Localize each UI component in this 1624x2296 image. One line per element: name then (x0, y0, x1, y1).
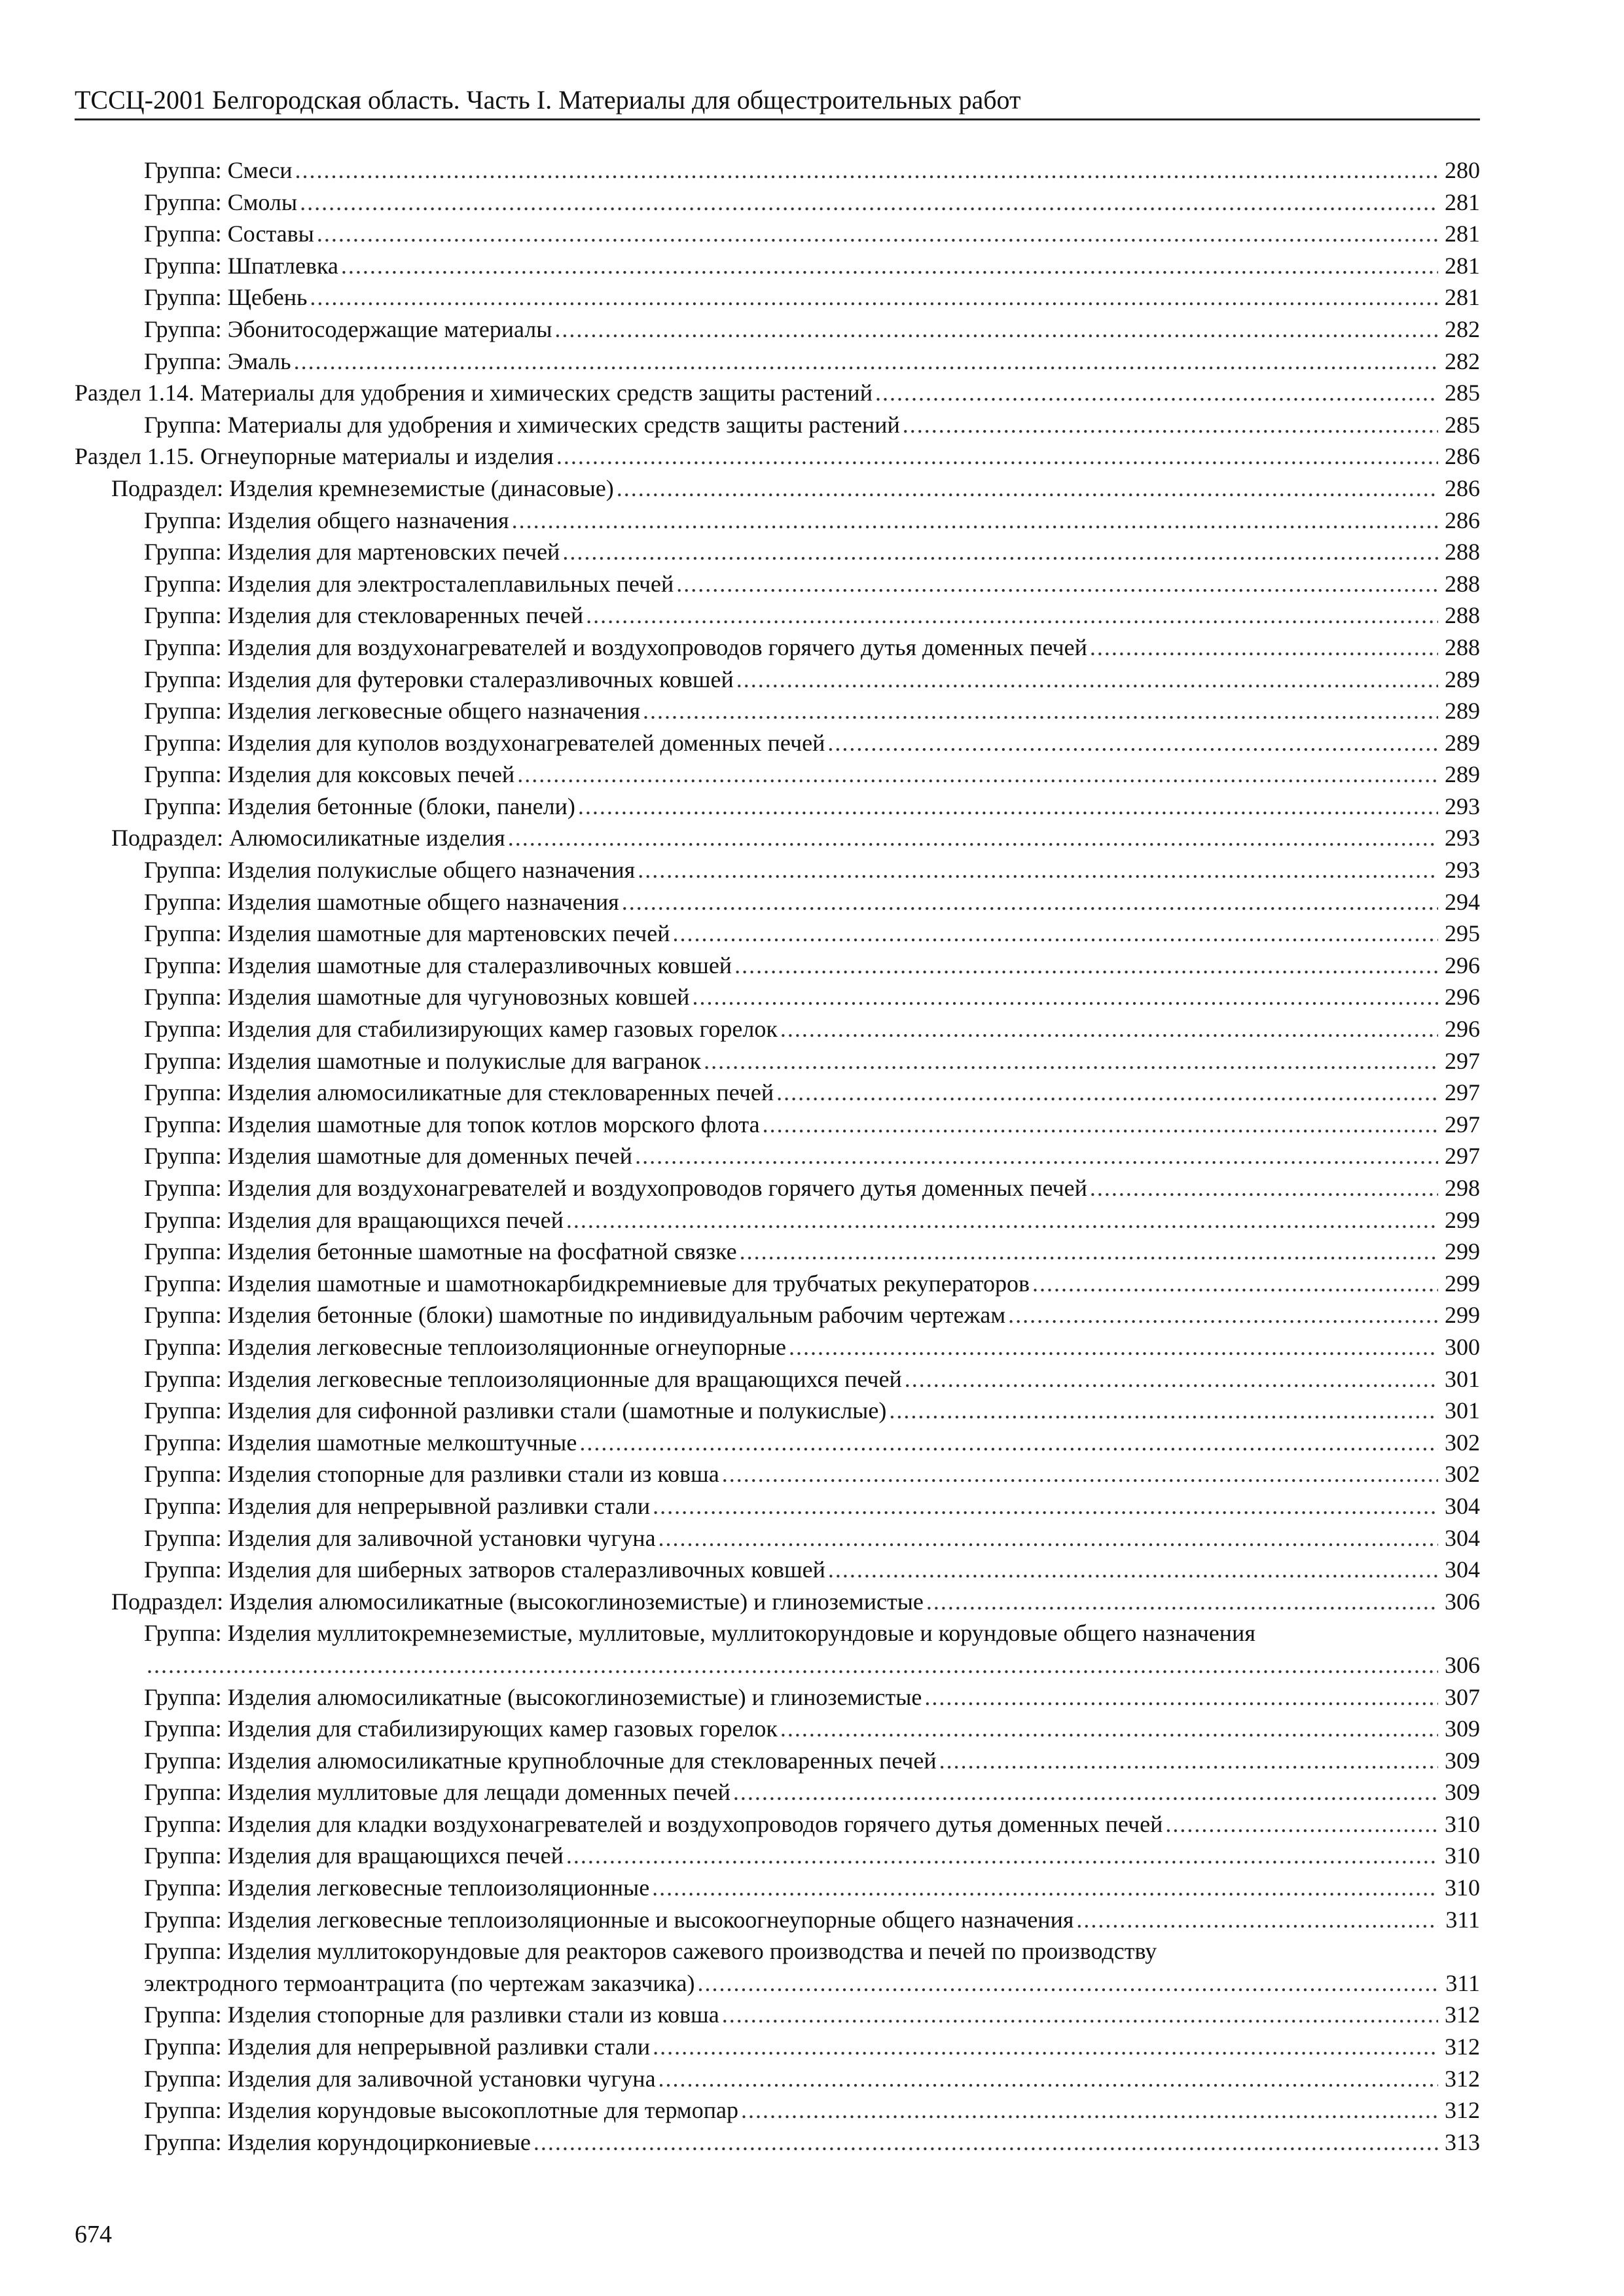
toc-entry-page: 299 (1445, 1206, 1480, 1233)
leader-dots (741, 2094, 1438, 2126)
toc-entry[interactable] (75, 1935, 1480, 1999)
leader-dots (763, 1109, 1438, 1141)
toc-entry[interactable] (75, 1999, 1480, 2031)
toc-entry-title: Группа: Изделия корундовые высокоплотные для термопар (144, 2097, 738, 2124)
toc-entry[interactable] (75, 1236, 1480, 1268)
toc-entry-page: 299 (1445, 1238, 1480, 1265)
toc-entry-title: Группа: Изделия шамотные для топок котлов морского флота (144, 1111, 760, 1138)
leader-dots (578, 791, 1438, 823)
toc-entry-title: Группа: Материалы для удобрения и химических средств защиты растений (144, 411, 900, 438)
toc-entry[interactable] (75, 759, 1480, 791)
toc-entry-page: 281 (1445, 284, 1480, 311)
toc-entry[interactable] (75, 250, 1480, 282)
toc-entry-title: Группа: Изделия для воздухонагревателей и воздухопроводов горячего дутья доменных печей (144, 634, 1087, 660)
toc-entry-title: Группа: Изделия для куполов воздухонагревателей доменных печей (144, 729, 825, 756)
leader-dots (566, 1840, 1438, 1872)
toc-entry-page: 282 (1445, 315, 1480, 342)
leader-dots (1090, 1172, 1438, 1204)
toc-entry[interactable] (75, 281, 1480, 314)
toc-entry[interactable] (75, 314, 1480, 346)
toc-entry-title: Группа: Составы (144, 221, 314, 247)
toc-entry-title: Группа: Изделия для кладки воздухонагревателей и воздухопроводов горячего дутья доменных печей (144, 1810, 1163, 1837)
toc-entry-title: Группа: Изделия шамотные мелкоштучные (144, 1429, 577, 1456)
toc-entry-page: 309 (1445, 1747, 1480, 1774)
leader-dots (722, 1999, 1438, 2031)
toc-entry[interactable] (75, 1395, 1480, 1427)
toc-entry-title: Группа: Изделия для мартеновских печей (144, 539, 560, 565)
toc-entry-page: 299 (1445, 1270, 1480, 1297)
toc-entry-title: Группа: Изделия для вращающихся печей (144, 1206, 564, 1233)
toc-entry-title: Группа: Изделия для сифонной разливки стали (шамотные и полукислые) (144, 1397, 887, 1424)
toc-entry-title: Группа: Изделия для заливочной установки чугуна (144, 2065, 656, 2092)
toc-entry-page: 310 (1445, 1842, 1480, 1869)
toc-entry-page: 311 (1445, 1906, 1480, 1933)
toc-entry[interactable] (75, 1713, 1480, 1745)
toc-entry[interactable] (75, 950, 1480, 982)
leader-dots (924, 1681, 1438, 1713)
leader-dots (579, 1427, 1438, 1459)
toc-entry[interactable] (75, 2094, 1480, 2126)
leader-dots (622, 886, 1438, 918)
toc-entry-title: Группа: Изделия легковесные общего назначения (144, 698, 641, 725)
toc-entry-title: Группа: Изделия шамотные для доменных печей (144, 1143, 633, 1170)
toc-entry-page: 294 (1445, 888, 1480, 915)
toc-entry-page: 296 (1445, 984, 1480, 1011)
leader-dots (659, 1522, 1438, 1554)
leader-dots (556, 440, 1438, 473)
toc-entry-page: 280 (1445, 157, 1480, 183)
toc-entry-title: Группа: Изделия для коксовых печей (144, 761, 515, 788)
toc-entry-page: 312 (1445, 2001, 1480, 2028)
leader-dots (659, 2063, 1438, 2095)
toc-entry-page: 293 (1445, 857, 1480, 884)
toc-entry-page: 282 (1445, 348, 1480, 374)
toc-entry-page: 295 (1445, 920, 1480, 947)
toc-entry-title: Группа: Изделия для вращающихся печей (144, 1842, 564, 1869)
toc-entry-page: 304 (1445, 1492, 1480, 1519)
toc-entry[interactable] (75, 1427, 1480, 1459)
toc-entry-page: 286 (1445, 443, 1480, 470)
toc-entry[interactable] (75, 1681, 1480, 1713)
leader-dots (652, 1872, 1438, 1904)
leader-dots (294, 346, 1438, 378)
leader-dots (638, 854, 1438, 886)
toc-entry-title: Группа: Изделия шамотные для мартеновских печей (144, 920, 670, 947)
toc-entry[interactable] (75, 505, 1480, 537)
toc-entry[interactable] (75, 2031, 1480, 2063)
table-of-contents (75, 154, 1480, 2158)
leader-dots (828, 1554, 1438, 1586)
leader-dots (554, 314, 1438, 346)
toc-entry[interactable] (75, 632, 1480, 664)
toc-entry-title: Группа: Изделия шамотные и полукислые для вагранок (144, 1047, 702, 1074)
toc-entry[interactable] (75, 346, 1480, 378)
toc-entry-title: Группа: Изделия для стабилизирующих камер газовых горелок (144, 1016, 778, 1043)
toc-entry[interactable] (75, 1904, 1480, 1936)
toc-entry[interactable] (75, 1490, 1480, 1522)
toc-entry[interactable] (75, 1363, 1480, 1395)
toc-entry[interactable] (75, 1204, 1480, 1236)
toc-entry-page: 304 (1445, 1524, 1480, 1551)
toc-entry-title: Группа: Изделия бетонные шамотные на фосфатной связке (144, 1238, 737, 1265)
toc-entry[interactable] (75, 377, 1480, 409)
toc-entry-page: 289 (1445, 698, 1480, 725)
leader-dots (310, 281, 1438, 314)
toc-entry-page: 306 (1445, 1588, 1480, 1615)
toc-entry[interactable] (75, 1776, 1480, 1808)
toc-entry[interactable] (75, 1013, 1480, 1045)
toc-entry-page: 302 (1445, 1461, 1480, 1488)
toc-entry-page: 281 (1445, 188, 1480, 215)
leader-dots (653, 1490, 1438, 1522)
toc-entry-title: Подраздел: Алюмосиликатные изделия (111, 825, 505, 852)
toc-entry-title: Группа: Изделия шамотные общего назначения (144, 888, 619, 915)
toc-entry-title: Группа: Изделия бетонные (блоки, панели) (144, 793, 575, 819)
toc-entry-page: 288 (1445, 634, 1480, 660)
toc-entry[interactable] (75, 1808, 1480, 1840)
toc-entry-title: Группа: Изделия шамотные для чугуновозных ковшей (144, 984, 690, 1011)
toc-entry-title: Подраздел: Изделия кремнеземистые (динасовые) (111, 475, 614, 501)
toc-entry-page: 296 (1445, 952, 1480, 978)
toc-entry-title: Группа: Изделия для непрерывной разливки стали (144, 2034, 651, 2060)
toc-entry-title: Группа: Шпатлевка (144, 252, 338, 279)
toc-entry[interactable] (75, 1331, 1480, 1363)
toc-entry-page: 301 (1445, 1397, 1480, 1424)
toc-entry[interactable] (75, 1045, 1480, 1077)
toc-entry-title: Группа: Эмаль (144, 348, 291, 374)
leader-dots (508, 822, 1438, 854)
toc-entry-page: 285 (1445, 411, 1480, 438)
toc-entry-page: 285 (1445, 380, 1480, 406)
toc-entry[interactable] (75, 154, 1480, 187)
toc-entry-title: Группа: Изделия общего назначения (144, 507, 509, 533)
leader-dots (676, 568, 1438, 600)
toc-entry-page: 288 (1445, 602, 1480, 629)
toc-entry-title: Группа: Изделия муллитокремнеземистые, муллитовые, муллитокорундовые и корундовые общего назначения (144, 1620, 1255, 1647)
page-number: 674 (75, 2221, 112, 2248)
toc-entry-page: 296 (1445, 1016, 1480, 1043)
toc-entry-title: Группа: Изделия шамотные и шамотнокарбидкремниевые для трубчатых рекуператоров (144, 1270, 1030, 1297)
toc-entry[interactable] (75, 1299, 1480, 1331)
toc-entry[interactable] (75, 1172, 1480, 1204)
toc-entry-title: Раздел 1.15. Огнеупорные материалы и изделия (75, 443, 554, 470)
toc-entry-page: 301 (1445, 1365, 1480, 1392)
toc-entry-title: Группа: Изделия для электросталеплавильных печей (144, 570, 674, 597)
toc-entry[interactable] (75, 473, 1480, 505)
document-header: ТССЦ-2001 Белгородская область. Часть I. Материалы для общестроительных работ (75, 85, 1021, 115)
toc-entry-title: Группа: Изделия бетонные (блоки) шамотные по индивидуальным рабочим чертежам (144, 1302, 1006, 1329)
toc-entry-page: 306 (1445, 1651, 1480, 1678)
leader-dots (733, 1776, 1438, 1808)
toc-entry-title: Группа: Изделия для футеровки сталеразливочных ковшей (144, 666, 734, 692)
leader-dots (692, 981, 1438, 1013)
toc-entry-title: Группа: Эбонитосодержащие материалы (144, 315, 552, 342)
leader-dots (903, 409, 1438, 441)
toc-entry-title: Группа: Изделия шамотные для сталеразливочных ковшей (144, 952, 732, 978)
leader-dots (736, 664, 1438, 696)
toc-entry-title: Группа: Изделия легковесные теплоизоляционные огнеупорные (144, 1333, 786, 1360)
toc-entry-page: 286 (1445, 475, 1480, 501)
toc-entry-page: 304 (1445, 1556, 1480, 1583)
toc-entry-title: Группа: Изделия стопорные для разливки стали из ковша (144, 2001, 719, 2028)
toc-entry-title: Группа: Щебень (144, 284, 308, 311)
leader-dots (722, 1458, 1438, 1490)
toc-entry-page: 307 (1445, 1683, 1480, 1710)
toc-entry-title: Группа: Изделия полукислые общего назначения (144, 857, 636, 884)
leader-dots (617, 473, 1438, 505)
toc-entry-title: Группа: Изделия для шиберных затворов сталеразливочных ковшей (144, 1556, 825, 1583)
toc-entry[interactable] (75, 187, 1480, 219)
toc-entry[interactable] (75, 1077, 1480, 1109)
leader-dots (734, 950, 1438, 982)
toc-entry[interactable] (75, 568, 1480, 600)
toc-entry-page: 289 (1445, 761, 1480, 788)
leader-dots (1076, 1904, 1438, 1936)
toc-entry-title: Группа: Смеси (144, 157, 293, 183)
toc-entry-page: 288 (1445, 570, 1480, 597)
leader-dots (780, 1713, 1438, 1745)
toc-entry-page: 281 (1445, 252, 1480, 279)
leader-dots (672, 918, 1438, 950)
toc-entry[interactable] (75, 822, 1480, 854)
toc-entry-page: 309 (1445, 1715, 1480, 1742)
toc-entry-title: Группа: Изделия муллитокорундовые для реакторов сажевого производства и печей по производству (144, 1938, 1157, 1965)
toc-entry[interactable] (75, 2126, 1480, 2159)
leader-dots (776, 1077, 1438, 1109)
leader-dots (300, 187, 1438, 219)
toc-entry[interactable] (75, 1268, 1480, 1300)
toc-entry[interactable] (75, 1458, 1480, 1490)
toc-entry-title: Группа: Изделия для стабилизирующих камер газовых горелок (144, 1715, 778, 1742)
toc-entry-page: 297 (1445, 1079, 1480, 1106)
leader-dots (1165, 1808, 1438, 1840)
toc-entry-page: 311 (1445, 1969, 1480, 1996)
toc-entry[interactable] (75, 536, 1480, 568)
leader-dots (1008, 1299, 1438, 1331)
toc-entry-title: Подраздел: Изделия алюмосиликатные (высокоглиноземистые) и глиноземистые (111, 1588, 924, 1615)
toc-entry[interactable] (75, 1522, 1480, 1554)
leader-dots (905, 1363, 1438, 1395)
toc-entry-title: Группа: Изделия корундоциркониевые (144, 2128, 531, 2155)
toc-entry-title: Группа: Изделия для стекловаренных печей (144, 602, 584, 629)
toc-entry[interactable] (75, 1554, 1480, 1586)
leader-dots (789, 1331, 1438, 1363)
toc-entry-page: 288 (1445, 539, 1480, 565)
toc-entry-page: 310 (1445, 1810, 1480, 1837)
toc-entry-page: 297 (1445, 1143, 1480, 1170)
toc-entry-page: 289 (1445, 729, 1480, 756)
leader-dots (889, 1395, 1438, 1427)
toc-entry-page: 297 (1445, 1047, 1480, 1074)
toc-entry-title: Группа: Изделия муллитовые для лещади доменных печей (144, 1779, 731, 1806)
toc-entry[interactable] (75, 664, 1480, 696)
leader-dots (1090, 632, 1438, 664)
toc-entry-page: 300 (1445, 1333, 1480, 1360)
toc-entry-title: Раздел 1.14. Материалы для удобрения и химических средств защиты растений (75, 380, 873, 406)
toc-entry-page: 293 (1445, 793, 1480, 819)
header-rule (75, 118, 1480, 120)
leader-dots (562, 536, 1438, 568)
toc-entry[interactable] (75, 886, 1480, 918)
toc-entry[interactable] (75, 1840, 1480, 1872)
toc-entry[interactable] (75, 981, 1480, 1013)
toc-entry-title: Группа: Изделия легковесные теплоизоляционные и высокоогнеупорные общего назначения (144, 1906, 1074, 1933)
toc-entry[interactable] (75, 791, 1480, 823)
leader-dots (653, 2031, 1438, 2063)
toc-entry[interactable] (75, 2063, 1480, 2095)
leader-dots (697, 1967, 1438, 2000)
toc-entry-title: Группа: Изделия для непрерывной разливки стали (144, 1492, 651, 1519)
leader-dots (295, 154, 1439, 187)
toc-entry-title: Группа: Изделия алюмосиликатные (высокоглиноземистые) и глиноземистые (144, 1683, 922, 1710)
toc-entry-page: 312 (1445, 2065, 1480, 2092)
toc-entry-page: 289 (1445, 666, 1480, 692)
leader-dots (512, 505, 1438, 537)
leader-dots (939, 1745, 1438, 1777)
toc-entry-page: 312 (1445, 2034, 1480, 2060)
leader-dots (586, 600, 1438, 632)
leader-dots (517, 759, 1438, 791)
leader-dots (341, 250, 1438, 282)
toc-entry[interactable] (75, 409, 1480, 441)
toc-entry[interactable] (75, 727, 1480, 759)
toc-entry[interactable] (75, 695, 1480, 727)
toc-entry-page: 313 (1445, 2128, 1480, 2155)
toc-entry[interactable] (75, 854, 1480, 886)
leader-dots (1032, 1268, 1438, 1300)
toc-entry-page: 312 (1445, 2097, 1480, 2124)
toc-entry-page: 286 (1445, 507, 1480, 533)
leader-dots (827, 727, 1438, 759)
toc-entry-title: Группа: Изделия для заливочной установки чугуна (144, 1524, 656, 1551)
toc-entry-title: Группа: Изделия стопорные для разливки стали из ковша (144, 1461, 719, 1488)
toc-entry-page: 302 (1445, 1429, 1480, 1456)
toc-entry-page: 297 (1445, 1111, 1480, 1138)
toc-entry-page: 309 (1445, 1779, 1480, 1806)
leader-dots (740, 1236, 1438, 1268)
toc-entry-title: Группа: Изделия алюмосиликатные крупноблочные для стекловаренных печей (144, 1747, 937, 1774)
leader-dots (566, 1204, 1438, 1236)
toc-entry[interactable] (75, 440, 1480, 473)
toc-entry-page: 298 (1445, 1175, 1480, 1201)
toc-entry[interactable] (75, 1140, 1480, 1172)
leader-dots (635, 1140, 1438, 1172)
toc-entry-title-continuation: электродного термоантрацита (по чертежам заказчика) (144, 1969, 695, 1996)
toc-entry-title: Группа: Изделия легковесные теплоизоляционные для вращающихся печей (144, 1365, 902, 1392)
leader-dots (147, 1649, 1438, 1681)
toc-entry-title: Группа: Изделия для воздухонагревателей и воздухопроводов горячего дутья доменных печей (144, 1175, 1087, 1201)
toc-entry[interactable] (75, 600, 1480, 632)
leader-dots (643, 695, 1438, 727)
toc-entry[interactable] (75, 1617, 1480, 1681)
leader-dots (533, 2126, 1438, 2159)
toc-entry[interactable] (75, 1872, 1480, 1904)
toc-entry-title: Группа: Смолы (144, 188, 298, 215)
toc-entry-page: 299 (1445, 1302, 1480, 1329)
toc-entry-page: 281 (1445, 221, 1480, 247)
toc-entry[interactable] (75, 918, 1480, 950)
toc-entry-page: 310 (1445, 1874, 1480, 1901)
leader-dots (317, 218, 1438, 250)
leader-dots (780, 1013, 1438, 1045)
leader-dots (926, 1586, 1438, 1618)
toc-entry[interactable] (75, 1586, 1480, 1618)
toc-entry-page: 293 (1445, 825, 1480, 852)
toc-entry[interactable] (75, 1109, 1480, 1141)
toc-entry-title: Группа: Изделия легковесные теплоизоляционные (144, 1874, 650, 1901)
leader-dots (875, 377, 1438, 409)
toc-entry-title: Группа: Изделия алюмосиликатные для стекловаренных печей (144, 1079, 774, 1106)
toc-entry[interactable] (75, 1745, 1480, 1777)
toc-entry[interactable] (75, 218, 1480, 250)
leader-dots (704, 1045, 1438, 1077)
